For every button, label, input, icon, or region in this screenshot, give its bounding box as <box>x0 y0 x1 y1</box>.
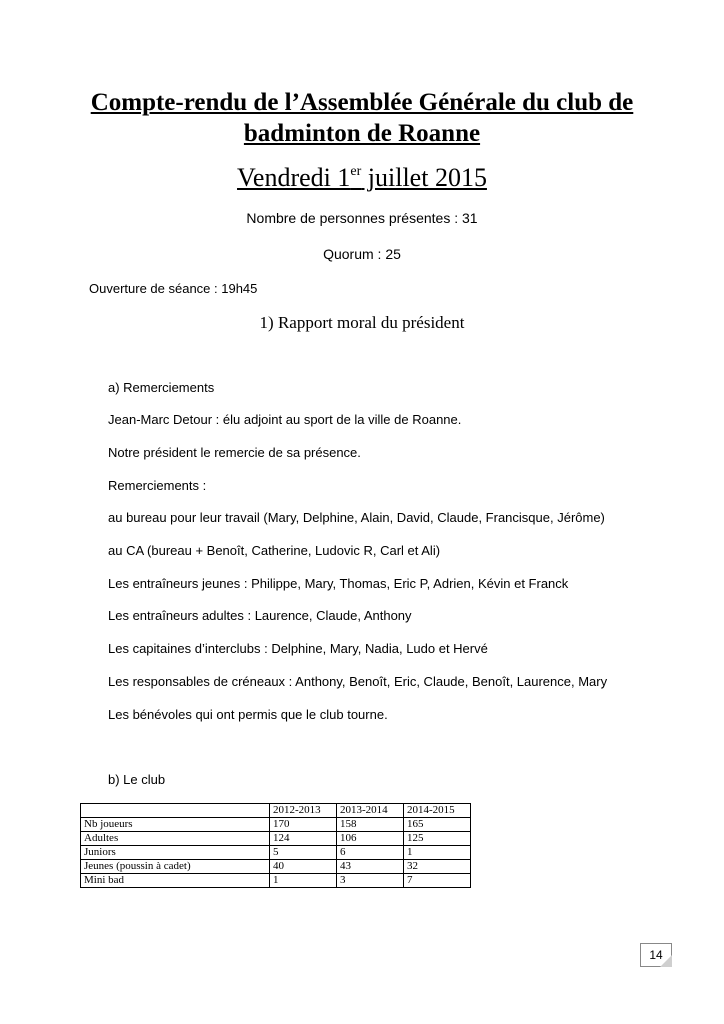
subsection-b-heading: b) Le club <box>108 772 166 787</box>
table-cell: 124 <box>270 832 337 846</box>
table-cell: 32 <box>404 860 471 874</box>
quorum: Quorum : 25 <box>323 246 401 262</box>
body-line: Notre président le remercie de sa présence. <box>108 445 361 460</box>
date-superscript: er <box>350 164 362 179</box>
date-suffix: juillet 2015 <box>361 163 487 192</box>
table-row <box>81 832 471 846</box>
document-title-line-2: badminton de Roanne <box>243 120 481 147</box>
table-cell: 6 <box>337 846 404 860</box>
body-line: Les responsables de créneaux : Anthony, Benoît, Eric, Claude, Benoît, Laurence, Mary <box>108 674 608 689</box>
table-cell: Nb joueurs <box>81 818 270 832</box>
club-stats-table <box>80 803 471 888</box>
table-cell: 165 <box>404 818 471 832</box>
table-header-cell: 2013-2014 <box>337 804 404 818</box>
table-header-cell <box>81 804 270 818</box>
table-row <box>81 818 471 832</box>
subsection-a-heading: a) Remerciements <box>108 380 215 395</box>
table-header-cell: 2014-2015 <box>404 804 471 818</box>
page-corner-fold-icon <box>660 955 672 967</box>
table-cell: 43 <box>337 860 404 874</box>
table-cell: 5 <box>270 846 337 860</box>
table-cell: 125 <box>404 832 471 846</box>
body-line: Les bénévoles qui ont permis que le club tourne. <box>108 707 388 722</box>
table-cell: 106 <box>337 832 404 846</box>
body-line: Remerciements : <box>108 478 207 493</box>
body-line: au bureau pour leur travail (Mary, Delphine, Alain, David, Claude, Francisque, Jérôme) <box>108 510 605 525</box>
table-row <box>81 860 471 874</box>
attendance-count: Nombre de personnes présentes : 31 <box>246 210 478 226</box>
table-header-cell: 2012-2013 <box>270 804 337 818</box>
table-cell: Jeunes (poussin à cadet) <box>81 860 270 874</box>
table-cell: Mini bad <box>81 874 270 888</box>
table-cell: 1 <box>404 846 471 860</box>
table-cell: 7 <box>404 874 471 888</box>
body-line: Jean-Marc Detour : élu adjoint au sport de la ville de Roanne. <box>108 412 462 427</box>
table-cell: 170 <box>270 818 337 832</box>
table-header-row <box>81 804 471 818</box>
opening-time: Ouverture de séance : 19h45 <box>89 281 258 296</box>
meeting-date <box>0 163 724 193</box>
table-cell: Juniors <box>81 846 270 860</box>
section-1-heading: 1) Rapport moral du président <box>259 313 465 332</box>
table-cell: 1 <box>270 874 337 888</box>
body-line: Les capitaines d’interclubs : Delphine, Mary, Nadia, Ludo et Hervé <box>108 641 488 656</box>
document-title-line-1: Compte-rendu de l’Assemblée Générale du club de <box>90 89 634 116</box>
table-row <box>81 846 471 860</box>
table-cell: 3 <box>337 874 404 888</box>
table-cell: 158 <box>337 818 404 832</box>
table-row <box>81 874 471 888</box>
body-line: Les entraîneurs adultes : Laurence, Claude, Anthony <box>108 608 412 623</box>
table-cell: 40 <box>270 860 337 874</box>
body-line: Les entraîneurs jeunes : Philippe, Mary, Thomas, Eric P, Adrien, Kévin et Franck <box>108 576 569 591</box>
table-cell: Adultes <box>81 832 270 846</box>
date-prefix: Vendredi 1 <box>237 163 351 192</box>
body-line: au CA (bureau + Benoît, Catherine, Ludovic R, Carl et Ali) <box>108 543 441 558</box>
page-number: 14 <box>640 943 672 967</box>
